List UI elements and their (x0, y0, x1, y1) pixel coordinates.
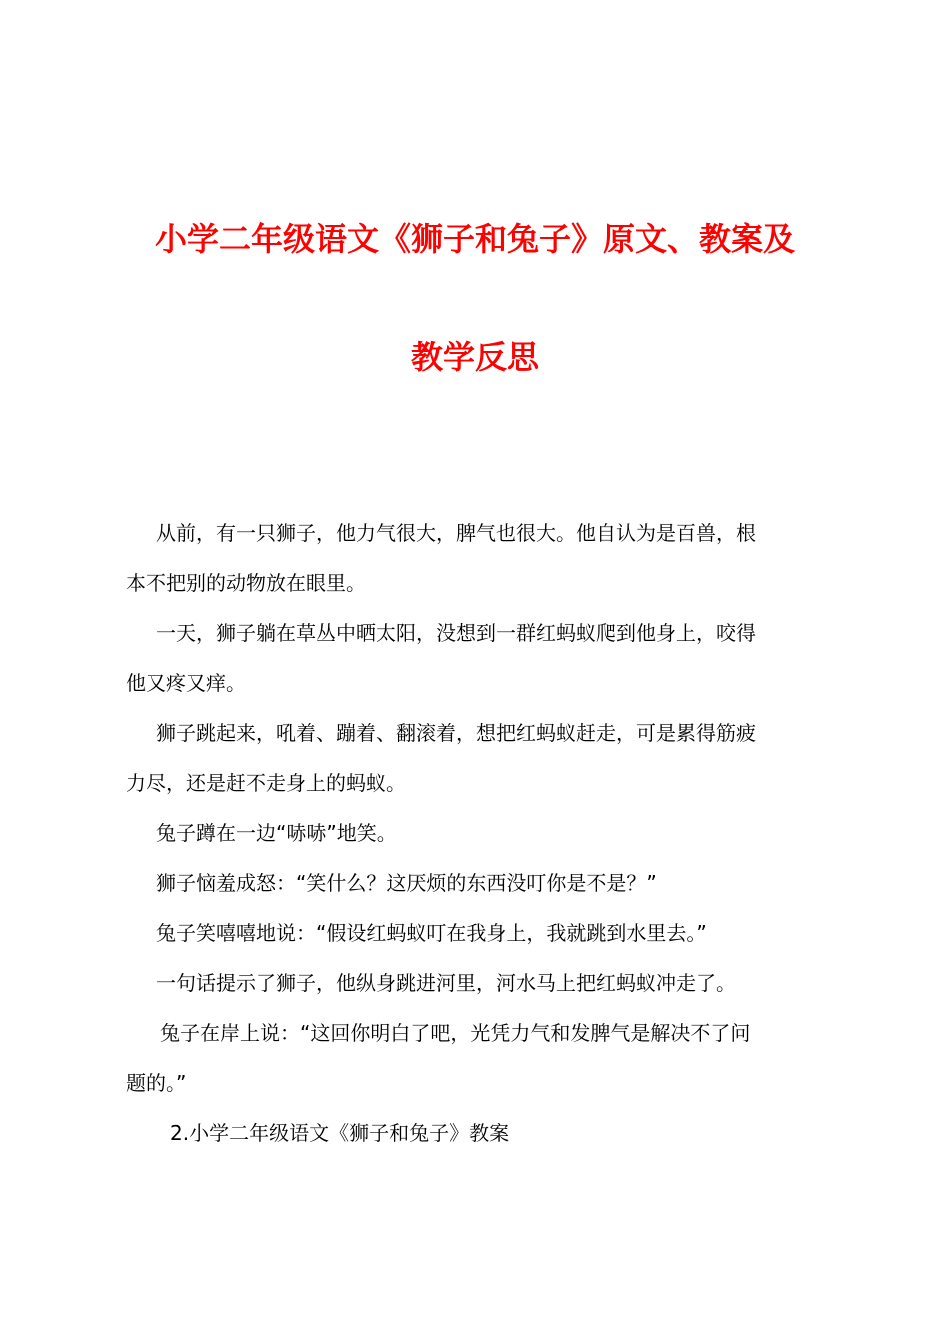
paragraph-2-line-2: 他又疼又痒。 (126, 671, 246, 695)
paragraph-3-line-1: 狮子跳起来，吼着、蹦着、翻滚着，想把红蚂蚁赶走，可是累得筋疲 (156, 721, 756, 745)
section-heading: 2.小学二年级语文《狮子和兔子》教案 (170, 1121, 510, 1145)
paragraph-4: 兔子蹲在一边“哧哧”地笑。 (156, 821, 397, 845)
paragraph-2-line-1: 一天，狮子躺在草丛中晒太阳，没想到一群红蚂蚁爬到他身上，咬得 (156, 621, 756, 645)
document-title-line-1: 小学二年级语文《狮子和兔子》原文、教案及 (154, 220, 795, 258)
paragraph-6: 兔子笑嘻嘻地说：“假设红蚂蚁叮在我身上，我就跳到水里去。” (156, 921, 707, 945)
paragraph-1-line-2: 本不把别的动物放在眼里。 (126, 571, 366, 595)
paragraph-1-line-1: 从前，有一只狮子，他力气很大，脾气也很大。他自认为是百兽，根 (156, 521, 756, 545)
document-title-line-2: 教学反思 (410, 338, 539, 376)
paragraph-8-line-2: 题的。” (126, 1071, 187, 1095)
paragraph-7: 一句话提示了狮子，他纵身跳进河里，河水马上把红蚂蚁冲走了。 (156, 971, 736, 995)
paragraph-8-line-1: 兔子在岸上说：“这回你明白了吧，光凭力气和发脾气是解决不了问 (160, 1021, 751, 1045)
paragraph-3-line-2: 力尽，还是赶不走身上的蚂蚁。 (126, 771, 406, 795)
paragraph-5: 狮子恼羞成怒：“笑什么？这厌烦的东西没叮你是不是？” (156, 871, 657, 895)
